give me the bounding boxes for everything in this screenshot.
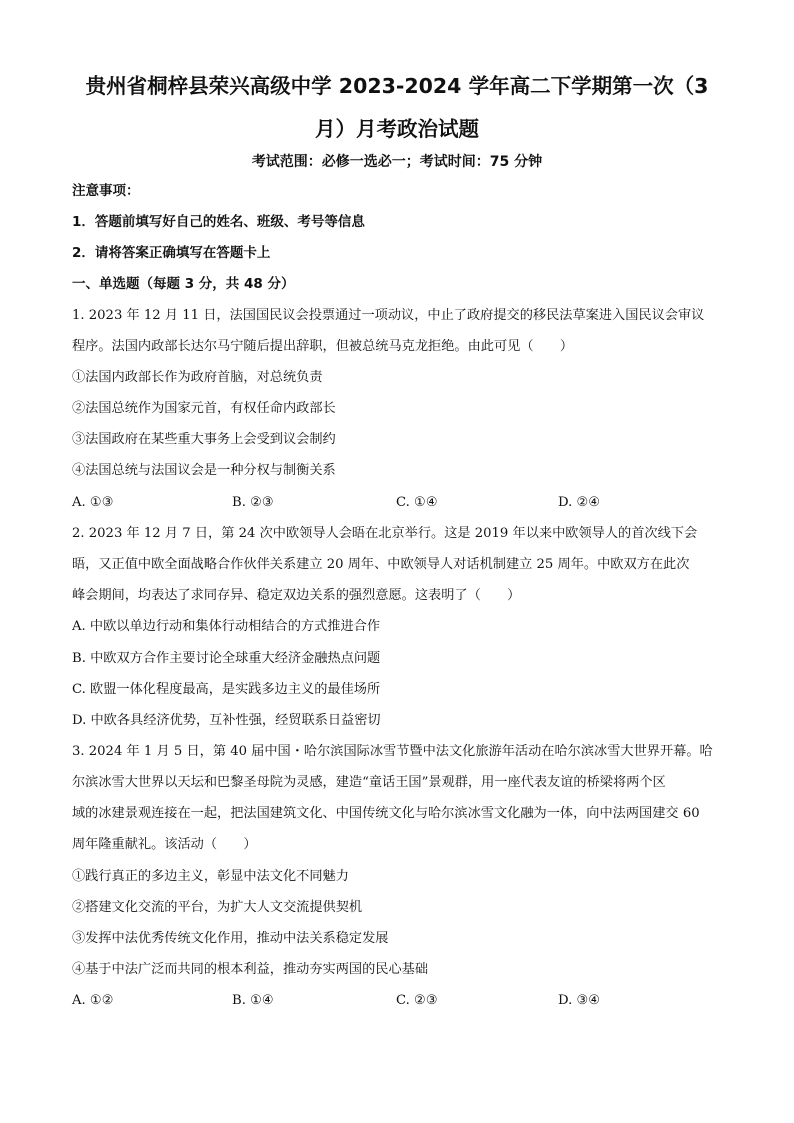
question-3-stem: 尔滨冰雪大世界以天坛和巴黎圣母院为灵感，建造“童话王国”景观群，用一座代表友谊的桥梁将两个区	[72, 775, 666, 790]
question-3-stem: 3. 2024 年 1 月 5 日，第 40 届中国・哈尔滨国际冰雪节暨中法文化旅游年活动在哈尔滨冰雪大世界开幕。哈	[72, 744, 713, 759]
question-3-stem: 周年隆重献礼。该活动（ ）	[72, 837, 257, 852]
question-2-choice-d: D. 中欧各具经济优势，互补性强，经贸联系日益密切	[72, 713, 381, 728]
question-2-stem: 峰会期间，均表达了求同存异、稳定双边关系的强烈意愿。这表明了（ ）	[72, 588, 521, 603]
question-2-stem: 晤，又正值中欧全面战略合作伙伴关系建立 20 周年、中欧领导人对话机制建立 25 周年。中欧双方在此次	[72, 557, 690, 572]
question-3-statement: ④基于中法广泛而共同的根本利益，推动夯实两国的民心基础	[72, 962, 429, 977]
question-1-statement: ③法国政府在某些重大事务上会受到议会制约	[72, 432, 336, 447]
question-2-choice-b: B. 中欧双方合作主要讨论全球重大经济金融热点问题	[72, 651, 381, 666]
question-2-choice-c: C. 欧盟一体化程度最高，是实践多边主义的最佳场所	[72, 682, 381, 697]
notes-heading: 注意事项：	[72, 183, 140, 199]
document-title-line-2: 月）月考政治试题	[315, 117, 479, 141]
question-1-stem: 1. 2023 年 12 月 11 日，法国国民议会投票通过一项动议，中止了政府提交的移民法草案进入国民议会审议	[72, 308, 705, 323]
question-3-option-c: C. ②③	[396, 993, 438, 1008]
document-title-line-1: 贵州省桐梓县荣兴高级中学 2023-2024 学年高二下学期第一次（3	[85, 74, 709, 98]
question-1-stem: 程序。法国内政部长达尔马宁随后提出辞职，但被总统马克龙拒绝。由此可见（ ）	[72, 339, 574, 354]
note-item: 1．答题前填写好自己的姓名、班级、考号等信息	[72, 214, 365, 230]
question-1-statement: ②法国总统作为国家元首，有权任命内政部长	[72, 401, 336, 416]
question-3-option-d: D. ③④	[558, 993, 601, 1008]
question-1-option-a: A. ①③	[72, 495, 114, 510]
question-3-stem: 域的冰建景观连接在一起，把法国建筑文化、中国传统文化与哈尔滨冰雪文化融为一体，向中法两国建交 60	[72, 806, 700, 821]
question-3-statement: ③发挥中法优秀传统文化作用，推动中法关系稳定发展	[72, 931, 389, 946]
question-1-statement: ④法国总统与法国议会是一种分权与制衡关系	[72, 463, 336, 478]
question-1-statement: ①法国内政部长作为政府首脑，对总统负责	[72, 370, 323, 385]
question-3-statement: ②搭建文化交流的平台，为扩大人文交流提供契机	[72, 900, 363, 915]
question-2-stem: 2. 2023 年 12 月 7 日，第 24 次中欧领导人会晤在北京举行。这是 2019 年以来中欧领导人的首次线下会	[72, 526, 698, 541]
question-3-option-b: B. ①④	[232, 993, 274, 1008]
question-1-option-c: C. ①④	[396, 495, 438, 510]
note-item: 2．请将答案正确填写在答题卡上	[72, 245, 271, 261]
section-heading: 一、单选题（每题 3 分，共 48 分）	[72, 276, 295, 292]
question-3-statement: ①践行真正的多边主义，彰显中法文化不同魅力	[72, 869, 349, 884]
question-2-choice-a: A. 中欧以单边行动和集体行动相结合的方式推进合作	[72, 619, 381, 634]
exam-info: 考试范围：必修一选必一；考试时间：75 分钟	[251, 154, 543, 170]
question-1-option-d: D. ②④	[558, 495, 601, 510]
question-1-option-b: B. ②③	[232, 495, 274, 510]
question-3-option-a: A. ①②	[72, 993, 114, 1008]
